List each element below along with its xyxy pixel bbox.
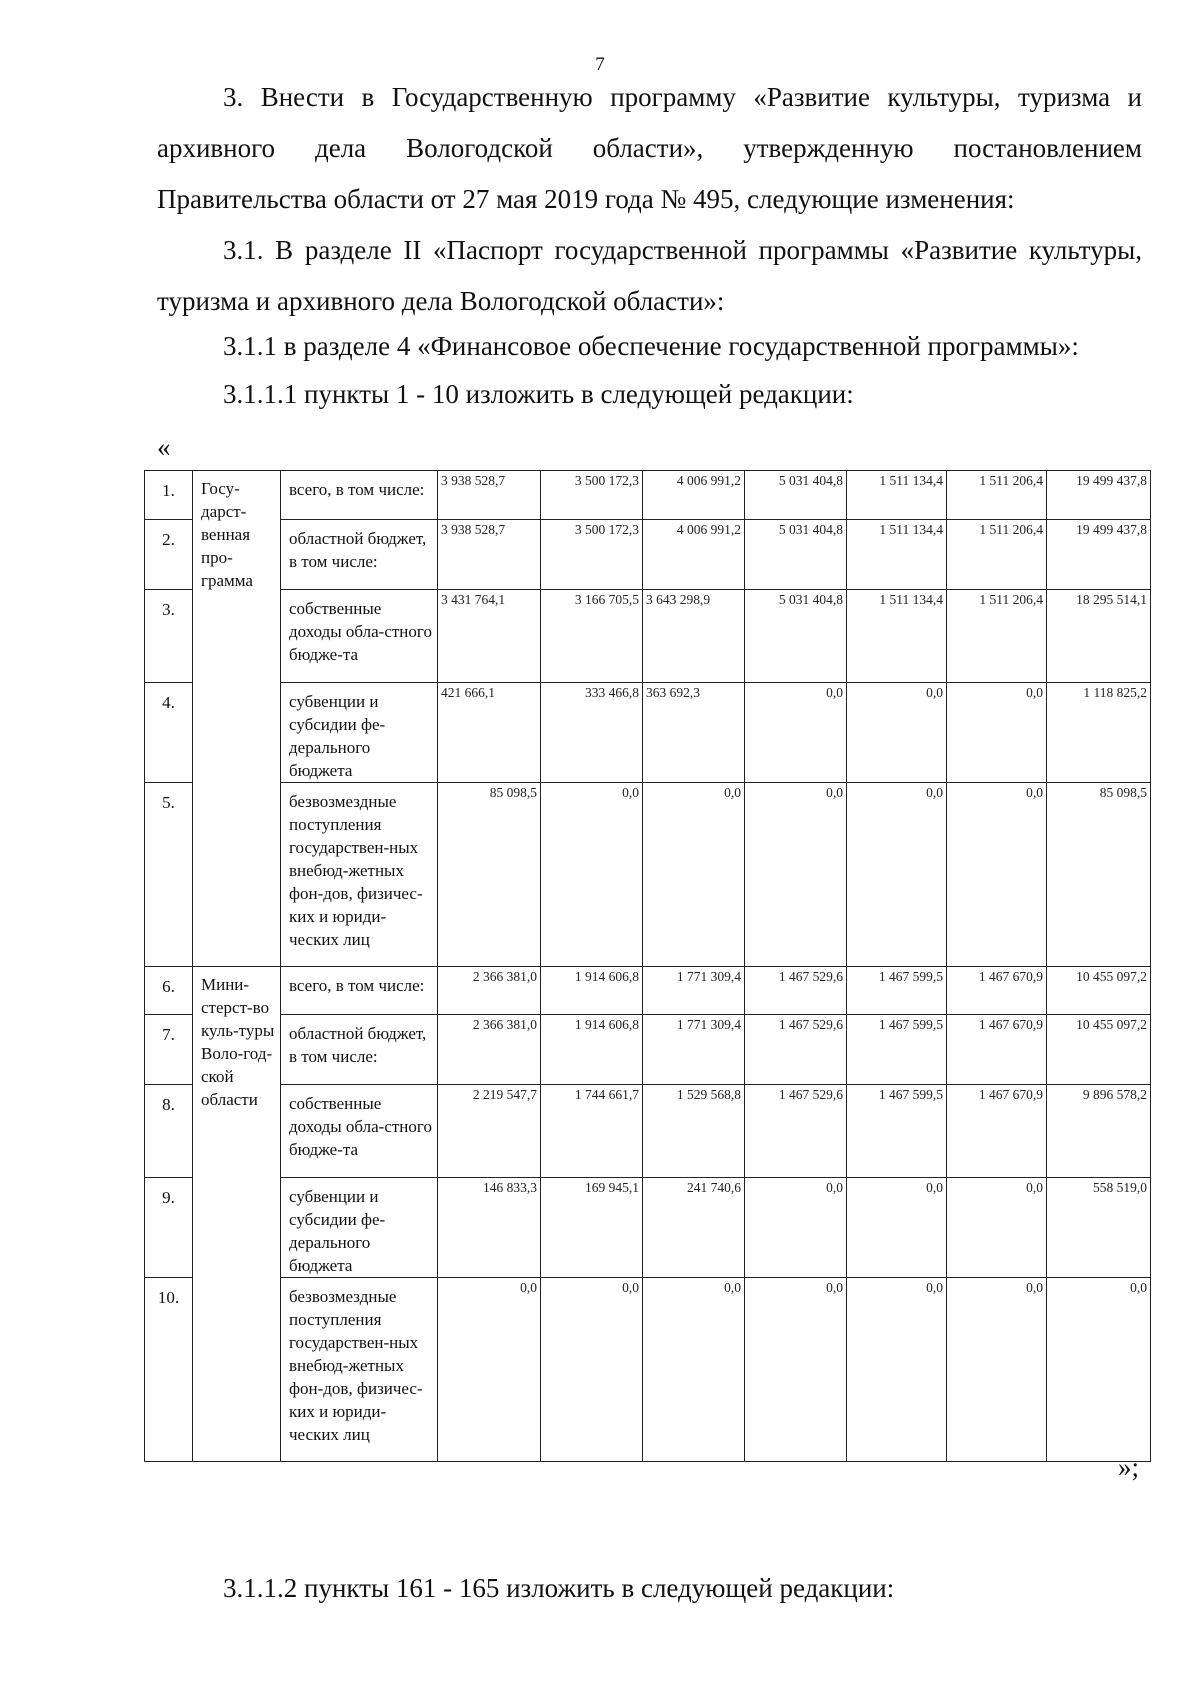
- opening-quote-mark: «: [157, 432, 171, 462]
- value-cell: 0,0: [643, 783, 745, 967]
- row-number: 9.: [145, 1178, 193, 1278]
- value-cell: 0,0: [1047, 1278, 1151, 1462]
- value-cell: 2 366 381,0: [438, 967, 541, 1015]
- row-number: 6.: [145, 967, 193, 1015]
- paragraph-items-1-10: 3.1.1.1 пункты 1 - 10 изложить в следующей редакции:: [223, 379, 854, 409]
- entity-cell: Мини-стерст-во куль-туры Воло-год-ской области: [193, 967, 281, 1462]
- value-cell: 1 467 599,5: [847, 967, 947, 1015]
- funding-source: областной бюджет, в том числе:: [281, 520, 438, 590]
- paragraph-amendment-intro: 3. Внести в Государственную программу «Развитие культуры, туризма и архивного дела Вологодской области», утвержденную постановлением Правительства области от 27 мая 2019 года № 495, следующие изменения:: [157, 82, 1142, 214]
- value-cell: 333 466,8: [541, 683, 643, 783]
- value-cell: 1 467 670,9: [947, 1015, 1047, 1085]
- value-cell: 5 031 404,8: [745, 520, 847, 590]
- value-cell: 0,0: [947, 1178, 1047, 1278]
- value-cell: 1 118 825,2: [1047, 683, 1151, 783]
- entity-cell: Госу-дарст-венная про-грамма: [193, 471, 281, 967]
- value-cell: 0,0: [847, 1278, 947, 1462]
- value-cell: 1 467 599,5: [847, 1085, 947, 1178]
- funding-source: собственные доходы обла-стного бюдже-та: [281, 590, 438, 683]
- value-cell: 363 692,3: [643, 683, 745, 783]
- value-cell: 1 744 661,7: [541, 1085, 643, 1178]
- value-cell: 0,0: [847, 1178, 947, 1278]
- table-row: [145, 1085, 1151, 1178]
- value-cell: 4 006 991,2: [643, 471, 745, 520]
- value-cell: 18 295 514,1: [1047, 590, 1151, 683]
- table-row: [145, 783, 1151, 967]
- value-cell: 0,0: [847, 683, 947, 783]
- row-number: 10.: [145, 1278, 193, 1462]
- paragraph-items-161-165: 3.1.1.2 пункты 161 - 165 изложить в следующей редакции:: [223, 1573, 895, 1603]
- row-number: 3.: [145, 590, 193, 683]
- page-number: 7: [595, 54, 605, 75]
- value-cell: 3 500 172,3: [541, 520, 643, 590]
- value-cell: 3 938 528,7: [438, 471, 541, 520]
- value-cell: 0,0: [541, 783, 643, 967]
- funding-source: безвозмездные поступления государствен-ных внебюд-жетных фон-дов, физичес-ких и юриди-ческих лиц: [281, 1278, 438, 1462]
- value-cell: 1 771 309,4: [643, 1015, 745, 1085]
- value-cell: 85 098,5: [1047, 783, 1151, 967]
- value-cell: 1 914 606,8: [541, 967, 643, 1015]
- row-number: 8.: [145, 1085, 193, 1178]
- paragraph-section-2: 3.1. В разделе II «Паспорт государственной программы «Развитие культуры, туризма и архивного дела Вологодской области»:: [157, 235, 1142, 316]
- value-cell: 1 467 529,6: [745, 967, 847, 1015]
- funding-source: собственные доходы обла-стного бюдже-та: [281, 1085, 438, 1178]
- table-row: [145, 471, 1151, 520]
- row-number: 7.: [145, 1015, 193, 1085]
- value-cell: 0,0: [745, 1178, 847, 1278]
- value-cell: 19 499 437,8: [1047, 471, 1151, 520]
- value-cell: 1 914 606,8: [541, 1015, 643, 1085]
- value-cell: 1 511 206,4: [947, 590, 1047, 683]
- value-cell: 0,0: [745, 1278, 847, 1462]
- value-cell: 558 519,0: [1047, 1178, 1151, 1278]
- value-cell: 0,0: [541, 1278, 643, 1462]
- funding-source: всего, в том числе:: [281, 471, 438, 520]
- value-cell: 1 467 529,6: [745, 1085, 847, 1178]
- paragraph-section-4: 3.1.1 в разделе 4 «Финансовое обеспечение государственной программы»:: [223, 331, 1079, 361]
- value-cell: 1 467 529,6: [745, 1015, 847, 1085]
- value-cell: 0,0: [438, 1278, 541, 1462]
- row-number: 5.: [145, 783, 193, 967]
- table-row: [145, 520, 1151, 590]
- value-cell: 2 366 381,0: [438, 1015, 541, 1085]
- value-cell: 1 511 134,4: [847, 590, 947, 683]
- value-cell: 9 896 578,2: [1047, 1085, 1151, 1178]
- value-cell: 0,0: [847, 783, 947, 967]
- table-row: [145, 1278, 1151, 1462]
- value-cell: 1 511 134,4: [847, 520, 947, 590]
- row-number: 4.: [145, 683, 193, 783]
- row-number: 2.: [145, 520, 193, 590]
- value-cell: 1 511 206,4: [947, 520, 1047, 590]
- value-cell: 1 771 309,4: [643, 967, 745, 1015]
- value-cell: 3 431 764,1: [438, 590, 541, 683]
- value-cell: 85 098,5: [438, 783, 541, 967]
- value-cell: 241 740,6: [643, 1178, 745, 1278]
- value-cell: 169 945,1: [541, 1178, 643, 1278]
- value-cell: 3 643 298,9: [643, 590, 745, 683]
- funding-source: безвозмездные поступления государствен-ных внебюд-жетных фон-дов, физичес-ких и юриди-ческих лиц: [281, 783, 438, 967]
- value-cell: 0,0: [947, 1278, 1047, 1462]
- funding-source: областной бюджет, в том числе:: [281, 1015, 438, 1085]
- value-cell: 5 031 404,8: [745, 590, 847, 683]
- value-cell: 3 166 705,5: [541, 590, 643, 683]
- value-cell: 0,0: [745, 783, 847, 967]
- value-cell: 1 467 599,5: [847, 1015, 947, 1085]
- value-cell: 2 219 547,7: [438, 1085, 541, 1178]
- value-cell: 3 938 528,7: [438, 520, 541, 590]
- value-cell: 1 511 206,4: [947, 471, 1047, 520]
- value-cell: 4 006 991,2: [643, 520, 745, 590]
- value-cell: 0,0: [947, 683, 1047, 783]
- financing-table: [144, 470, 1151, 1462]
- value-cell: 3 500 172,3: [541, 471, 643, 520]
- value-cell: 0,0: [643, 1278, 745, 1462]
- value-cell: 19 499 437,8: [1047, 520, 1151, 590]
- table-row: [145, 590, 1151, 683]
- value-cell: 1 511 134,4: [847, 471, 947, 520]
- value-cell: 10 455 097,2: [1047, 967, 1151, 1015]
- funding-source: всего, в том числе:: [281, 967, 438, 1015]
- value-cell: 0,0: [745, 683, 847, 783]
- funding-source: субвенции и субсидии фе-дерального бюджета: [281, 1178, 438, 1278]
- value-cell: 5 031 404,8: [745, 471, 847, 520]
- table-row: [145, 967, 1151, 1015]
- value-cell: 421 666,1: [438, 683, 541, 783]
- table-row: [145, 1178, 1151, 1278]
- row-number: 1.: [145, 471, 193, 520]
- value-cell: 1 529 568,8: [643, 1085, 745, 1178]
- value-cell: 1 467 670,9: [947, 1085, 1047, 1178]
- value-cell: 1 467 670,9: [947, 967, 1047, 1015]
- value-cell: 10 455 097,2: [1047, 1015, 1151, 1085]
- value-cell: 0,0: [947, 783, 1047, 967]
- table-row: [145, 683, 1151, 783]
- value-cell: 146 833,3: [438, 1178, 541, 1278]
- funding-source: субвенции и субсидии фе-дерального бюджета: [281, 683, 438, 783]
- closing-quote-mark: »;: [1118, 1452, 1140, 1482]
- table-row: [145, 1015, 1151, 1085]
